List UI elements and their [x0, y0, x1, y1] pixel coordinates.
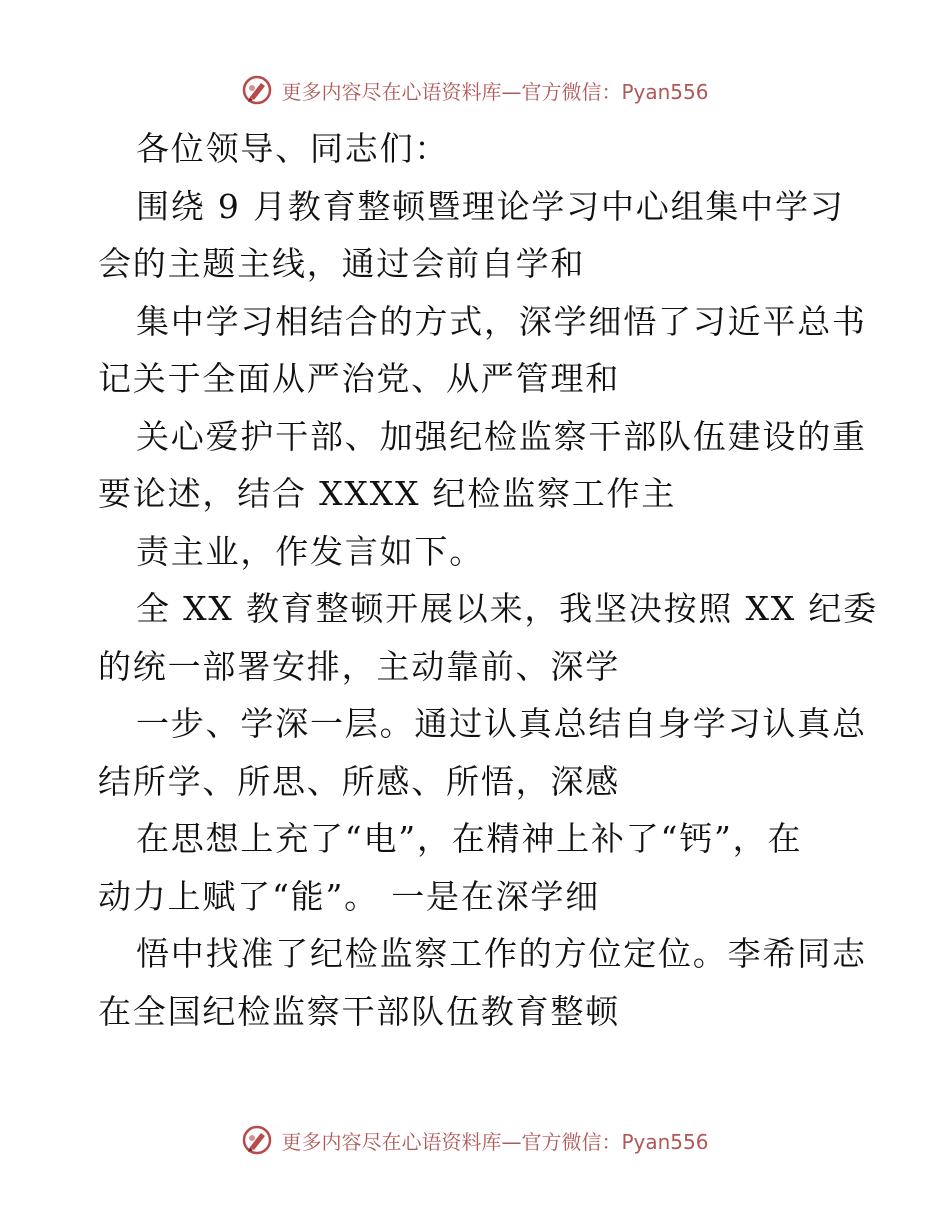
text-line: 围绕 9 月教育整顿暨理论学习中心组集中学习 [136, 186, 845, 226]
document-body [98, 120, 878, 1040]
watermark-footer [0, 1120, 950, 1160]
text-line: 在全国纪检监察干部队伍教育整顿 [98, 991, 620, 1031]
text-line: 各位领导、同志们： [136, 129, 450, 168]
text-line: 全 XX 教育整顿开展以来，我坚决按照 XX 纪委 [136, 589, 878, 628]
text-line: 的统一部署安排，主动靠前、深学 [98, 646, 620, 686]
text-line: 结所学、所思、所感、所悟，深感 [98, 761, 620, 801]
text-line: 会的主题主线，通过会前自学和 [98, 244, 586, 283]
text-line: 关心爱护干部、加强纪检监察干部队伍建设的重 [136, 416, 867, 456]
pen-logo-icon [241, 74, 273, 106]
text-line: 记关于全面从严治党、从严管理和 [98, 359, 620, 398]
text-line: 在思想上充了“电”，在精神上补了“钙”，在 [136, 819, 803, 858]
pen-logo-icon [241, 1124, 273, 1156]
text-line: 悟中找准了纪检监察工作的方位定位。李希同志 [136, 934, 867, 973]
watermark-header [0, 70, 950, 110]
text-line: 责主业，作发言如下。 [136, 531, 484, 571]
text-line: 要论述，结合 XXXX 纪检监察工作主 [98, 474, 677, 513]
text-line: 一步、学深一层。通过认真总结自身学习认真总 [136, 704, 867, 743]
text-line: 集中学习相结合的方式，深学细悟了习近平总书 [136, 301, 867, 341]
watermark-text: 更多内容尽在心语资料库—官方微信：Pyan556 [281, 1129, 709, 1154]
text-line: 动力上赋了“能”。 一是在深学细 [98, 876, 601, 916]
watermark-text: 更多内容尽在心语资料库—官方微信：Pyan556 [281, 79, 709, 104]
